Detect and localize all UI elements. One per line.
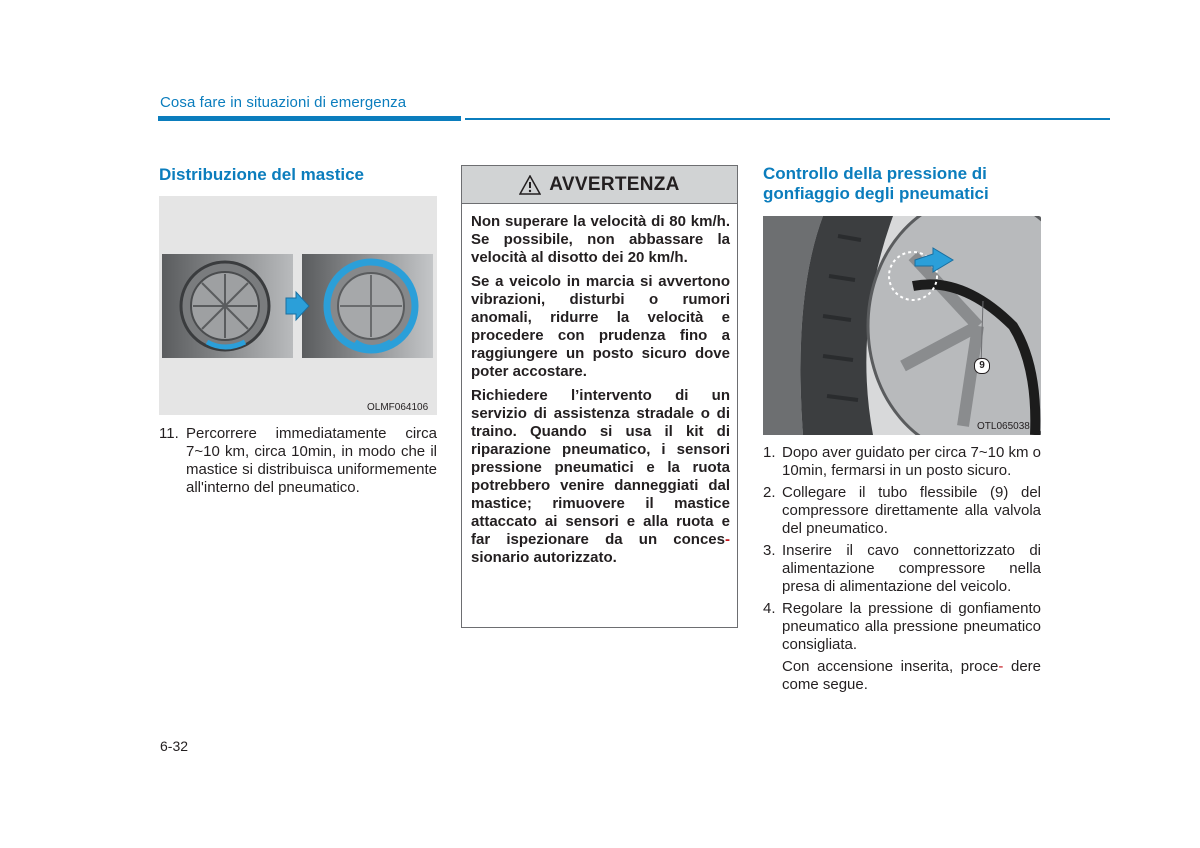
- list-item: 1. Dopo aver guidato per circa 7~10 km o 10min, fermarsi in un posto sicuro.: [763, 444, 1041, 479]
- warning-header: [462, 166, 737, 204]
- callout-9: 9: [974, 358, 990, 374]
- warning-paragraph-3: Richiedere l’intervento di un servizio di assistenza stradale o di traino. Quando si usa il kit di riparazione pneumatico, i sensori pressione pneumatici e la ruota potrebbero venire danneggiati dal mastice; rimuovere il mastice attaccato ai sensori e alla ruota e far ispezionare da un conces- sionario autorizzato.: [471, 387, 730, 566]
- step-note: Con accensione inserita, proce- dere come segue.: [782, 658, 1042, 693]
- warning-paragraph-2: Se a veicolo in marcia si avvertono vibrazioni, disturbi o rumori anomali, ridurre la velocità e procedere con prudenza fino a raggiungere un posto sicuro dove poter accostare.: [471, 273, 730, 380]
- warning-title: AVVERTENZA: [549, 173, 680, 195]
- left-figure-code: OLMF064106: [367, 402, 429, 413]
- left-heading: Distribuzione del mastice: [159, 165, 364, 184]
- warning-body: [471, 213, 730, 573]
- sealant-figure: [159, 196, 437, 415]
- sealant-illustration: [159, 196, 437, 415]
- warning-triangle-icon: [519, 175, 541, 195]
- list-item: 4. Regolare la pressione di gonfiamento pneumatico alla pressione pneumatico consigliata.: [763, 600, 1041, 653]
- step-text: Percorrere immediatamente circa 7~10 km, circa 10min, in modo che il mastice si distribuisca uniformemente all'interno del pneumatico.: [186, 425, 437, 496]
- step-11: [159, 425, 437, 497]
- list-item: 2. Collegare il tubo flessibile (9) del compressore direttamente alla valvola del pneumatico.: [763, 484, 1041, 537]
- right-heading: Controllo della pressione di gonfiaggio degli pneumatici: [763, 164, 989, 203]
- header-rule-thick: [158, 116, 461, 121]
- right-figure-code: OTL065038: [977, 421, 1030, 432]
- section-title: Cosa fare in situazioni di emergenza: [160, 94, 407, 111]
- right-steps: [763, 444, 1041, 694]
- warning-paragraph-1: Non superare la velocità di 80 km/h. Se possibile, non abbassare la velocità al disotto dei 20 km/h.: [471, 213, 730, 266]
- step-number: 11.: [159, 425, 179, 442]
- list-item: 3. Inserire il cavo connettorizzato di alimentazione compressore nella presa di alimentazione del veicolo.: [763, 542, 1041, 595]
- warning-box: [461, 165, 738, 628]
- header-rule-thin: [465, 118, 1110, 120]
- tire-valve-illustration: [763, 216, 1041, 435]
- pressure-figure: [763, 216, 1041, 435]
- page-number: 6-32: [160, 738, 189, 754]
